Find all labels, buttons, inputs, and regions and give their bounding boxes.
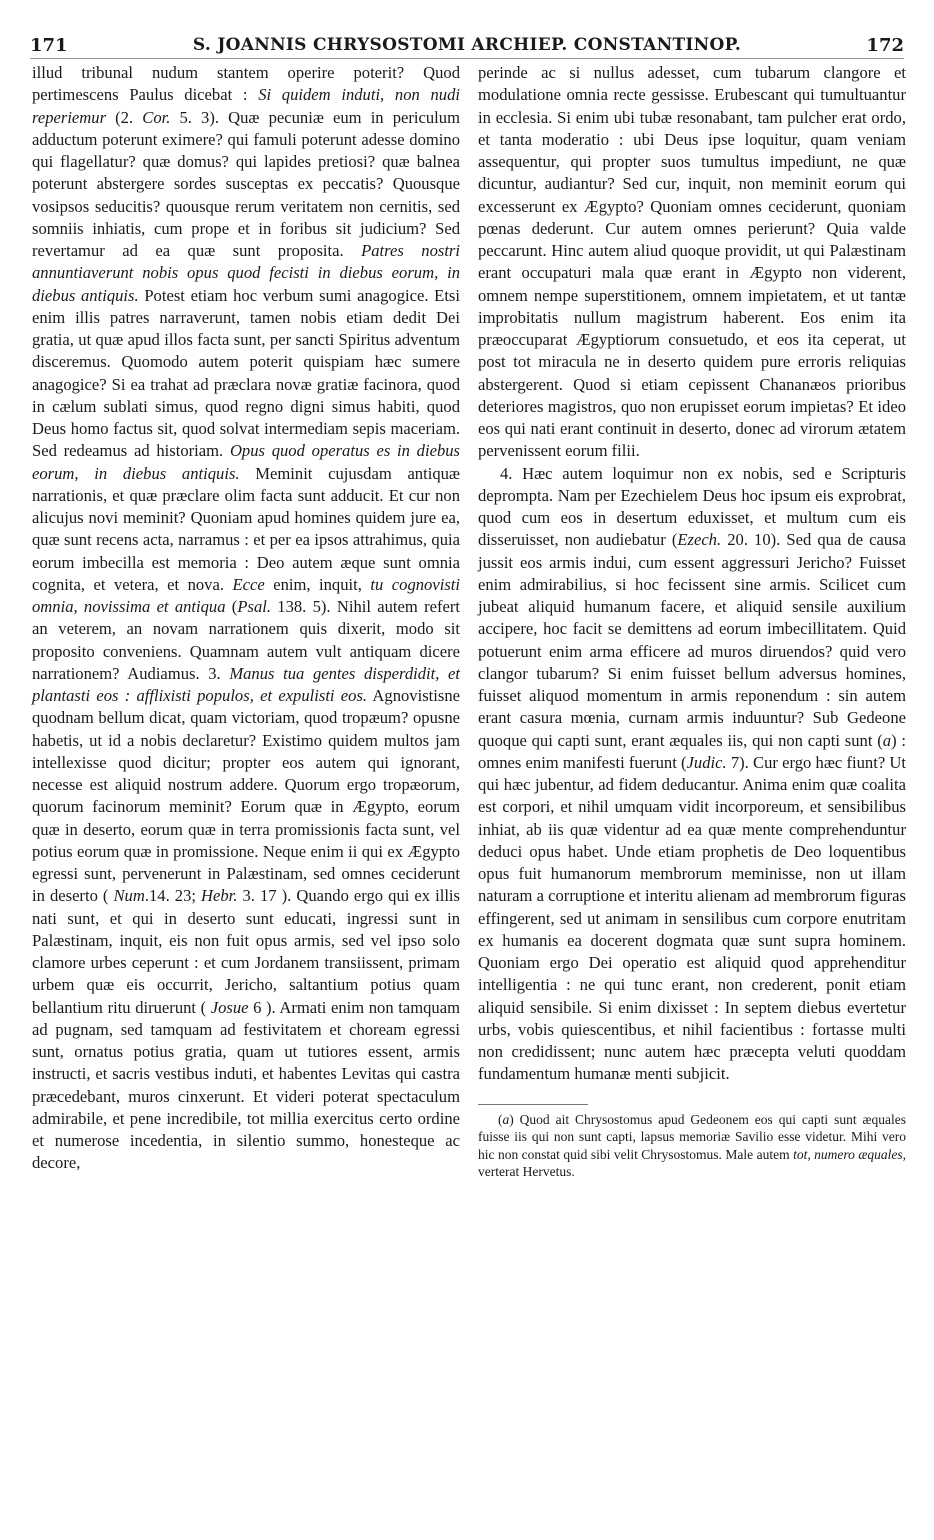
right_column-paragraph: 4. Hæc autem loquimur non ex nobis, sed e Scripturis deprompta. Nam per Ezechielem Deus hoc ipsum eis exprobrat, quod cum eos in desertum eduxisset, et multum cum eis disseruisset, non audiebatur (Ezech. 20. 10). Sed qua de causa jussit eos armis indui, cum essent aggressuri Jericho? Fuisset enim admirabilius, si hoc fecissent sine armis. Scilicet cum jubeat aliquid humanum facere, et aliquid sensile auxilium accipere, hoc facit se demittens ad eorum imbecillitatem. Quid potuerunt enim arma efficere ad muros diruendos? quid vero clangor tubarum? Si enim fuisset bellum adversus homines, fuisset aliquod momentum in armis reponendum : sin autem erant casura mœnia, curnam armis induuntur? Sub Gedeone quoque qui capti sunt, erant æquales iis, qui non capti sunt (a) : omnes enim manifesti fuerunt (Judic. 7). Cur ergo hæc fiunt? Ut qui hæc jubentur, ad fidem deducantur. Anima enim quæ coalita est corpori, et nihil umquam vidit incorporeum, et sensibilibus inhiat, ab iis quæ videntur ad ea quæ mente comprehenduntur deduci opus habet. Unde etiam prophetis de Deo loquentibus opus fuit humanorum membrorum meminisse, non ut illam naturam a corruptione et interitu alienam ad membrorum figuras effingerent, sed ut animam in sensilibus cum corpore enutritam ex humanis ea docerent dogmata quæ sunt supra hominem. Quoniam ergo Dei operatio est aliquid quod apprehenditur intelligentia : ne qui tunc erant, non crederent, ponit etiam aliquid sensibile. Si enim dixisset : In septem diebus evertetur urbs, vobis quiescentibus, et nihil facientibus : fortasse multi non credidissent; nunc autem hæc præcepta veluti quoddam fundamentum humanæ menti subjicit. bbox=[478, 463, 906, 1084]
right_column-paragraph: perinde ac si nullus adesset, cum tubarum clangore et modulatione omnia recte gessisse. Erubescant qui tumultuantur in ecclesia. Si enim ubi tubæ resonabant, tam pulcher erat ordo, et tanta moderatio : ubi Deus ipse loquitur, quam veniam assequentur, qui propter suos tumultus impediunt, ne quæ dicuntur, audiantur? Sed cur, inquit, non meminit eorum qui excesserunt ex Ægypto? Quoniam omnes ceciderunt, quoniam pœnas dederunt. Cur autem omnes perierunt? Quia valde peccarunt. Hinc autem aliud quoque providit, ut qui Palæstinam erant occupaturi mala quæ erant in Ægypto non viderent, omnem nempe superstitionem, omnem impietatem, et ut tantæ improbitatis nullum magistrum haberent. Eos enim ita præoccuparat Ægyptiorum consuetudo, et eos ita ceperat, ut post tot miracula ne in deserto quidem pure erroris reliquias abstergerent. Quod si etiam cepissent Chananæos prioribus deteriores magistros, quo non erupisset eorum impietas? Et ideo eos qui nati erant continuit in deserto, donec ad virorum ætatem pervenissent eorum filii. bbox=[478, 63, 906, 461]
right-column bbox=[478, 62, 906, 1181]
running-title: S. JOANNIS CHRYSOSTOMI ARCHIEP. CONSTANTINOP. bbox=[192, 35, 742, 55]
page-number-left: 171 bbox=[30, 34, 68, 56]
footnote-divider bbox=[478, 1104, 588, 1105]
footnote: (a) Quod ait Chrysostomus apud Gedeonem eos qui capti sunt æquales fuisse iis qui non sunt capti, lapsus memoriæ Savilio esse videtur. Mihi vero hic non constat quid sibi velit Chrysostomus. Male autem tot, numero æquales, verterat Hervetus. bbox=[478, 1111, 907, 1179]
running-header bbox=[30, 32, 904, 59]
left_column-paragraph: illud tribunal nudum stantem operire poterit? Quod pertimescens Paulus dicebat : Si quidem induti, non nudi reperiemur (2. Cor. 5. 3). Quæ pecuniæ eum in periculum adductum poterunt eximere? qui famuli poterunt adesse domino qui flagellatur? quæ domus? qui lapides pretiosi? quæ balnea poterunt abstergere sordes susceptas ex peccatis? Quousque vosipsos seducitis? quousque rerum veritatem non cernitis, sed somniis inhiatis, cum prope et in foribus sit judicium? Sed revertamur ad ea quæ sunt proposita. Patres nostri annuntiaverunt nobis opus quod fecisti in diebus eorum, in diebus antiquis. Potest etiam hoc verbum sumi anagogice. Etsi enim illis patres narraverunt, tamen nobis etiam dedit Dei gratia, ut quæ apud illos facta sunt, per sancti Spiritus adventum disceremus. Quomodo autem poterit quispiam hæc sumere anagogice? Si ea trahat ad præclara novæ gratiæ facinora, quod in cælum sublati simus, quod regno digni simus habiti, quod Deus homo factus sit, quod solvat intermediam sepis maceriam. Sed redeamus ad historiam. Opus quod operatus es in diebus eorum, in diebus antiquis. Meminit cujusdam antiquæ narrationis, et quæ præclare olim facta sunt adducit. Et cur non alicujus novi meminit? Quoniam apud homines quidem jure ea, quæ sunt recens acta, narramus : et per ea ipsos attrahimus, quia eorum imbecilla est memoria : Deo autem æque sunt omnia cognita, et vetera, et nova. Ecce enim, inquit, tu cognovisti omnia, novissima et antiqua (Psal. 138. 5). Nihil autem refert an veterem, an novam narrationem quis dixerit, modo sit proposito conveniens. Quamnam autem vult antiquam dicere narrationem? Audiamus. 3. Manus tua gentes disperdidit, et plantasti eos : afflixisti populos, et expulisti eos. Agnovistisne quodnam bellum dicat, quam victoriam, quod tropæum? opusne habetis, ut id a nobis declaretur? Existimo quidem multos jam intellexisse quod dicitur; propter eos autem qui ignorant, necesse est aliquid nostrum addere. Quorum ergo tropæorum, quorum facinorum meminit? Eorum quæ in Ægypto, eorum quæ in deserto, eorum quæ in terra promissionis facta sunt, vel potius eorum quæ in promissione. Neque enim ii qui ex Ægypto egressi sunt, pervenerunt in Palæstinam, sed omnes ceciderunt in deserto ( Num.14. 23; Hebr. 3. 17 ). Quando ergo qui ex illis nati sunt, et qui in deserto sunt educati, ingressi sunt in Palæstinam, inquit, eis non fuit opus armis, sed vel ipso solo clamore urbes ceperunt : et cum Jordanem transiissent, primam urbem quæ eis occurrit, Jericho, saltantium potius quam bellantium ritu diruerunt ( Josue 6 ). Armati enim non tamquam ad pugnam, sed tamquam ad festivitatem et choream egressi sunt, ornatus potius gratia, quam ut tutiores essent, armis instructi, et sacris vestibus induti, et habentes Levitas qui castra præcedebant, muros cinxerunt. Et videri poterat spectaculum admirabile, et pene incredibile, tot millia exercitus certo ordine et numerose incedentia, in silentio summo, honesteque ac decore, bbox=[32, 63, 461, 1173]
left-column bbox=[32, 62, 460, 1175]
page-number-right: 172 bbox=[866, 34, 904, 56]
